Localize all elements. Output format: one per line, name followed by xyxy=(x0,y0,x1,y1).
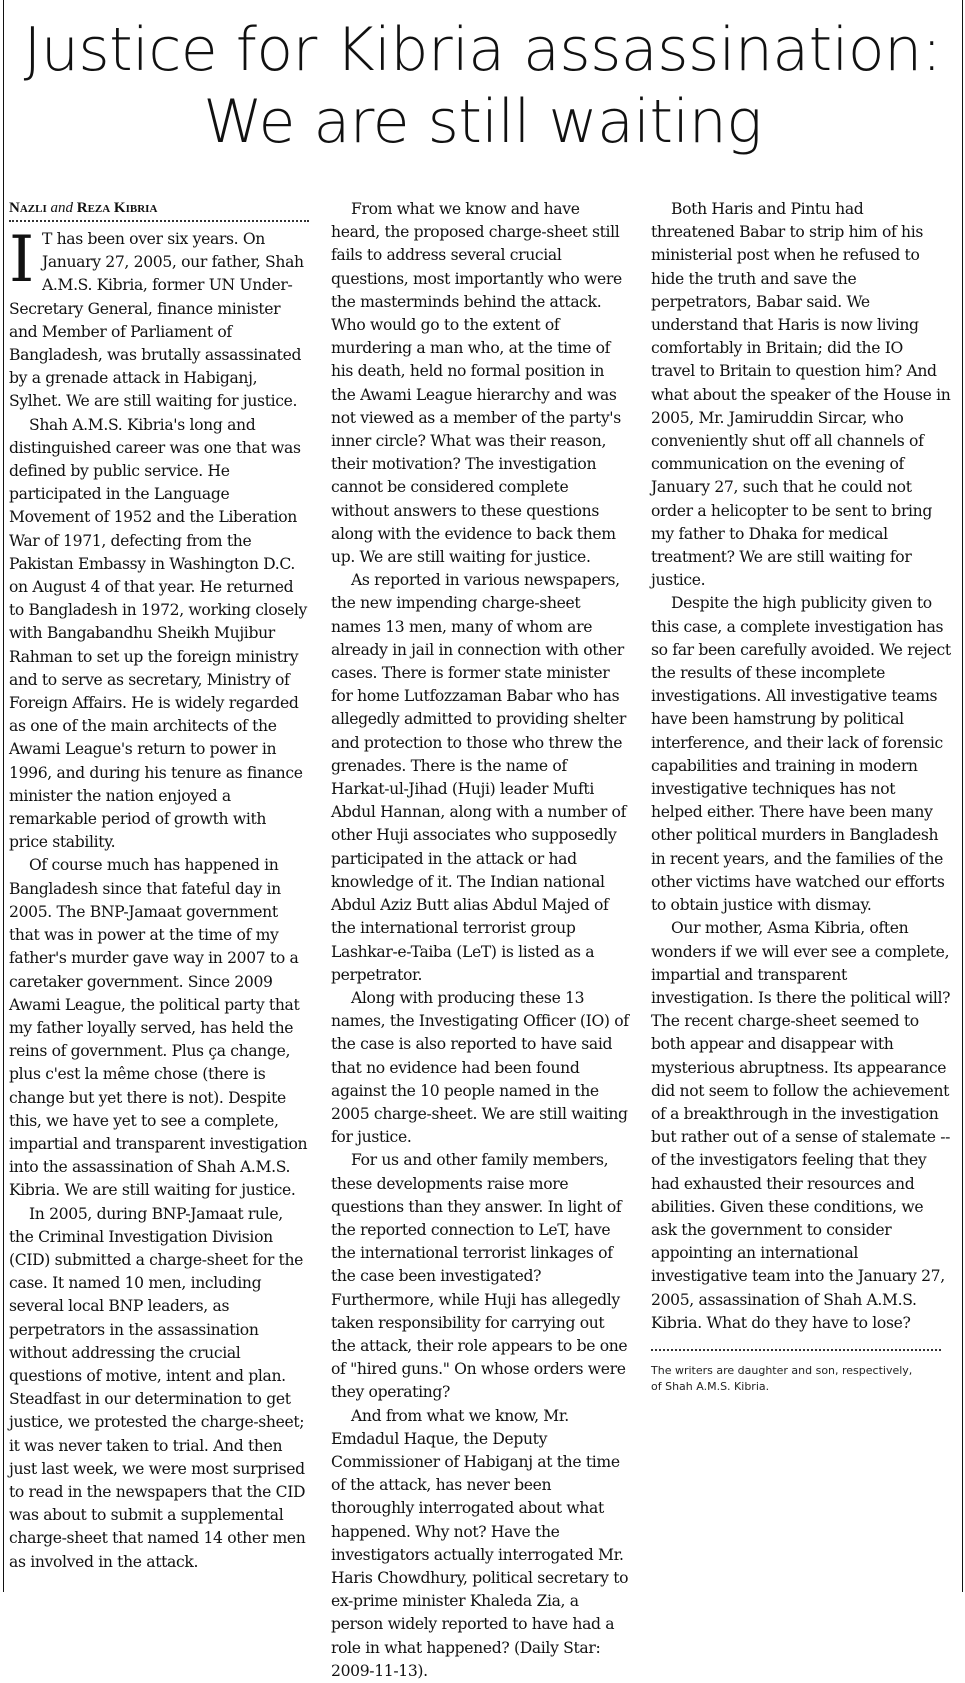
paragraph-6: As reported in various newspapers, the new impending charge-sheet names 13 men, many of whom are already in jail in connection with other cases. There is former state minister for home Lutfozzaman Babar who has allegedly admitted to providing shelter and protection to those who threw the grenades. There is the name of Harkat-ul-Jihad (Huji) leader Mufti Abdul Hannan, along with a number of other Huji associates who supposedly participated in the attack or had knowledge of it. The Indian national Abdul Aziz Butt alias Abdul Majed of the international terrorist group Lashkar-e-Taiba (LeT) is listed as a perpetrator. xyxy=(331,571,627,984)
author-note-line-2: of Shah A.M.S. Kibria. xyxy=(651,1379,770,1393)
byline-author-2: Reza Kibria xyxy=(76,200,158,216)
paragraph-1 xyxy=(9,223,309,414)
column-3 xyxy=(651,198,951,1395)
column-2 xyxy=(331,198,629,1683)
paragraph-2: Shah A.M.S. Kibria's long and distinguished career was one that was defined by public service. He participated in the Language Movement of 1952 and the Liberation War of 1971, defecting from the Pakistan Embassy in Washington D.C. on August 4 of that year. He returned to Bangladesh in 1972, working closely with Bangabandhu Sheikh Mujibur Rahman to set up the foreign ministry and to serve as secretary, Ministry of Foreign Affairs. He is widely regarded as one of the main architects of the Awami League's return to power in 1996, and during his tenure as finance minister the nation enjoyed a remarkable period of growth with price stability. xyxy=(9,415,307,852)
byline-conjunction: and xyxy=(50,200,73,216)
drop-cap: I xyxy=(9,223,34,297)
paragraph-8: For us and other family members, these developments raise more questions than they answer. In light of the reported connection to LeT, have the international terrorist linkages of the case been investigated? Furthermore, while Huji has allegedly taken responsibility for carrying out the attack, their role appears to be one of "hired guns." On whose orders were they operating? xyxy=(331,1151,628,1402)
paragraph-9: And from what we know, Mr. Emdadul Haque, the Deputy Commissioner of Habiganj at the time of the attack, has never been thoroughly interrogated about what happened. Why not? Have the investigators actually interrogated Mr. Haris Chowdhury, political secretary to ex-prime minister Khaleda Zia, a person widely reported to have had a role in what happened? (Daily Star: 2009-11-13). xyxy=(331,1406,629,1680)
headline-line-1: Justice for Kibria assassination: xyxy=(23,15,942,85)
left-border-line xyxy=(3,0,4,1592)
paragraph-4: In 2005, during BNP-Jamaat rule, the Criminal Investigation Division (CID) submitted a charge-sheet for the case. It named 10 men, including several local BNP leaders, as perpetrators in the assassination without addressing the crucial questions of motive, intent and plan. Steadfast in our determination to get justice, we protested the charge-sheet; it was never taken to trial. And then just last week, we were most surprised to read in the newspapers that the CID was about to submit a supplemental charge-sheet that named 14 other men as involved in the attack. xyxy=(9,1204,306,1571)
paragraph-3: Of course much has happened in Bangladesh since that fateful day in 2005. The BNP-Jamaat government that was in power at the time of my father's murder gave way in 2007 to a caretaker government. Since 2009 Awami League, the political party that my father loyally served, has held the reins of government. Plus ça change, plus c'est la même chose (there is change but yet there is not). Despite this, we have yet to see a complete, impartial and transparent investigation into the assassination of Shah A.M.S. Kibria. We are still waiting for justice. xyxy=(9,856,308,1200)
right-border-line xyxy=(962,0,963,1592)
column-1 xyxy=(9,198,309,1574)
headline xyxy=(10,14,955,158)
byline-author-1: Nazli xyxy=(9,200,47,216)
paragraph-7: Along with producing these 13 names, the Investigating Officer (IO) of the case is also reported to have said that no evidence had been found against the 10 people named in the 2005 charge-sheet. We are still waiting for justice. xyxy=(331,988,629,1147)
footer-divider xyxy=(651,1349,941,1351)
paragraph-12: Our mother, Asma Kibria, often wonders if we will ever see a complete, impartial and transparent investigation. Is there the political will? The recent charge-sheet seemed to both appear and disappear with mysterious abruptness. Its appearance did not seem to follow the achievement of a breakthrough in the investigation but rather out of a sense of stalemate -- of the investigators feeling that they had exhausted their resources and abilities. Given these conditions, we ask the government to consider appointing an international investigative team into the January 27, 2005, assassination of Shah A.M.S. Kibria. What do they have to lose? xyxy=(651,919,951,1332)
author-note xyxy=(651,1363,951,1395)
headline-line-2: We are still waiting xyxy=(203,87,762,157)
byline xyxy=(9,198,309,222)
paragraph-11: Despite the high publicity given to this case, a complete investigation has so far been carefully avoided. We reject the results of these incomplete investigations. All investigative teams have been hamstrung by political interference, and their lack of forensic capabilities and training in modern investigative techniques has not helped either. There have been many other political murders in Bangladesh in recent years, and the families of the other victims have watched our efforts to obtain justice with dismay. xyxy=(651,594,951,915)
paragraph-10: Both Haris and Pintu had threatened Babar to strip him of his ministerial post when he refused to hide the truth and save the perpetrators, Babar said. We understand that Haris is now living comfortably in Britain; did the IO travel to Britain to question him? And what about the speaker of the House in 2005, Mr. Jamiruddin Sircar, who conveniently shut off all channels of communication on the evening of January 27, such that he could not order a helicopter to be sent to bring my father to Dhaka for medical treatment? We are still waiting for justice. xyxy=(651,200,951,590)
paragraph-5: From what we know and have heard, the proposed charge-sheet still fails to address several crucial questions, most importantly who were the masterminds behind the attack. Who would go to the extent of murdering a man who, at the time of his death, held no formal position in the Awami League hierarchy and was not viewed as a member of the party's inner circle? What was their reason, their motivation? The investigation cannot be considered complete without answers to these questions along with the evidence to back them up. We are still waiting for justice. xyxy=(331,200,622,567)
paragraph-1-text: T has been over six years. On January 27, 2005, our father, Shah A.M.S. Kibria, former UN Under-Secretary General, finance minister and Member of Parliament of Bangladesh, was brutally assassinated by a grenade attack in Habiganj, Sylhet. We are still waiting for justice. xyxy=(9,230,304,411)
author-note-line-1: The writers are daughter and son, respectively, xyxy=(651,1363,913,1377)
